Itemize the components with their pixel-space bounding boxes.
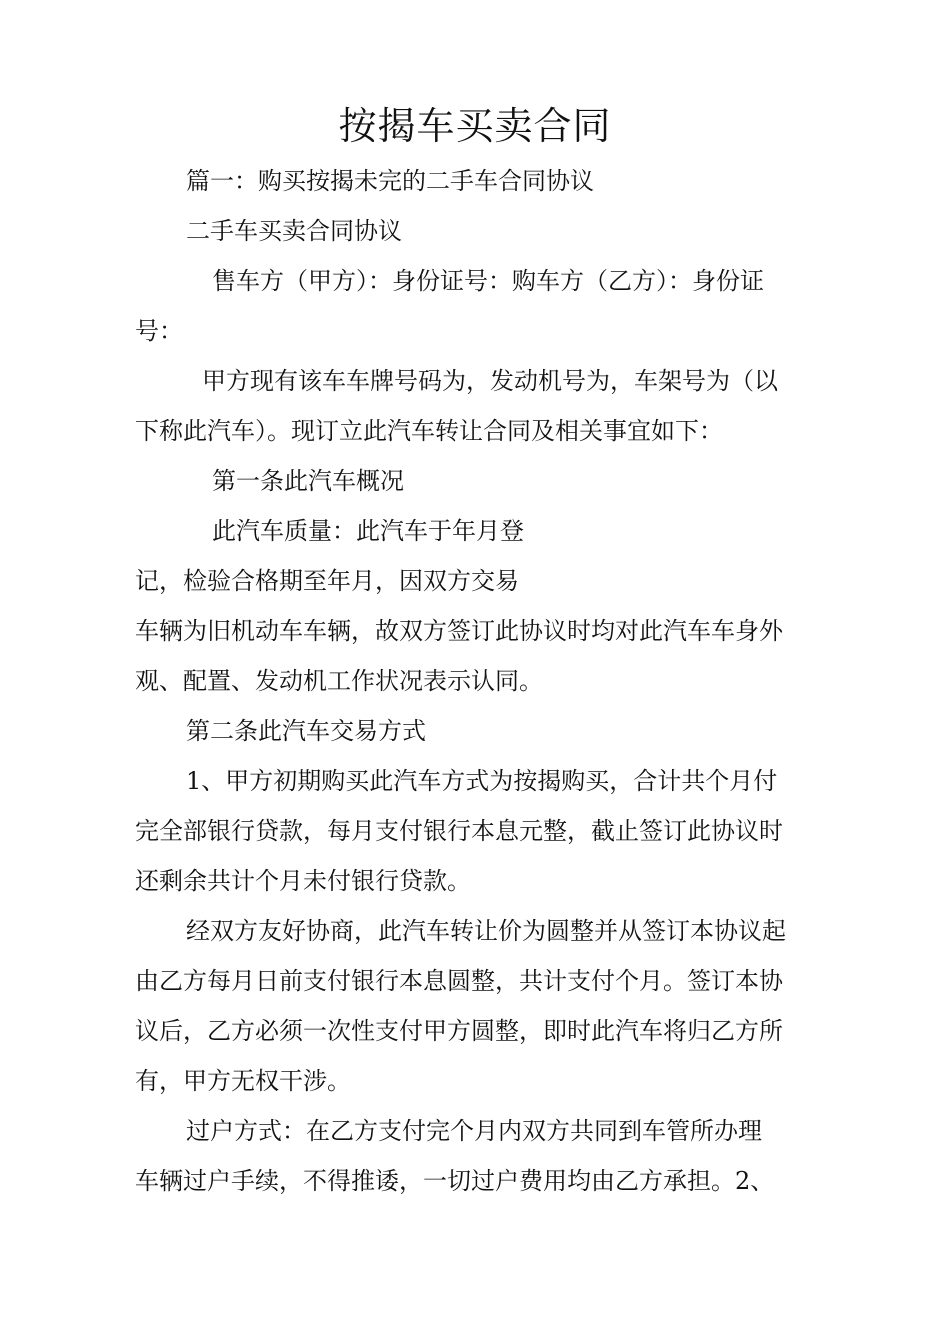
paragraph-line: 甲方现有该车车牌号码为，发动机号为，车架号为（以: [202, 367, 778, 395]
paragraph-line: 1、甲方初期购买此汽车方式为按揭购买，合计共个月付: [186, 767, 778, 795]
paragraph-line: 经双方友好协商，此汽车转让价为圆整并从签订本协议起: [186, 917, 786, 945]
contract-subtitle: 二手车买卖合同协议: [186, 217, 402, 245]
paragraph-line: 观、配置、发动机工作状况表示认同。: [135, 667, 543, 695]
paragraph-line: 还剩余共计个月未付银行贷款。: [135, 867, 471, 895]
paragraph-line: 过户方式：在乙方支付完个月内双方共同到车管所办理: [186, 1117, 762, 1145]
paragraph-line: 下称此汽车）。现订立此汽车转让合同及相关事宜如下：: [135, 417, 723, 445]
article-heading: 第一条此汽车概况: [212, 467, 404, 495]
paragraph-line: 记，检验合格期至年月，因双方交易: [135, 567, 519, 595]
document-title: 按揭车买卖合同: [338, 104, 612, 148]
paragraph-line: 议后，乙方必须一次性支付甲方圆整，即时此汽车将归乙方所: [135, 1017, 783, 1045]
paragraph-line: 号：: [135, 317, 183, 345]
paragraph-line: 售车方（甲方）：身份证号：购车方（乙方）：身份证: [212, 267, 764, 295]
paragraph-line: 有，甲方无权干涉。: [135, 1067, 351, 1095]
paragraph-line: 完全部银行贷款，每月支付银行本息元整，截止签订此协议时: [135, 817, 783, 845]
article-heading: 第二条此汽车交易方式: [186, 717, 426, 745]
paragraph-line: 车辆过户手续，不得推诿，一切过户费用均由乙方承担。2、: [135, 1167, 775, 1195]
paragraph-line: 车辆为旧机动车车辆，故双方签订此协议时均对此汽车车身外: [135, 617, 783, 645]
paragraph-line: 此汽车质量：此汽车于年月登: [212, 517, 524, 545]
paragraph-line: 由乙方每月日前支付银行本息圆整，共计支付个月。签订本协: [135, 967, 783, 995]
section-heading-part-one: 篇一：购买按揭未完的二手车合同协议: [186, 167, 594, 195]
